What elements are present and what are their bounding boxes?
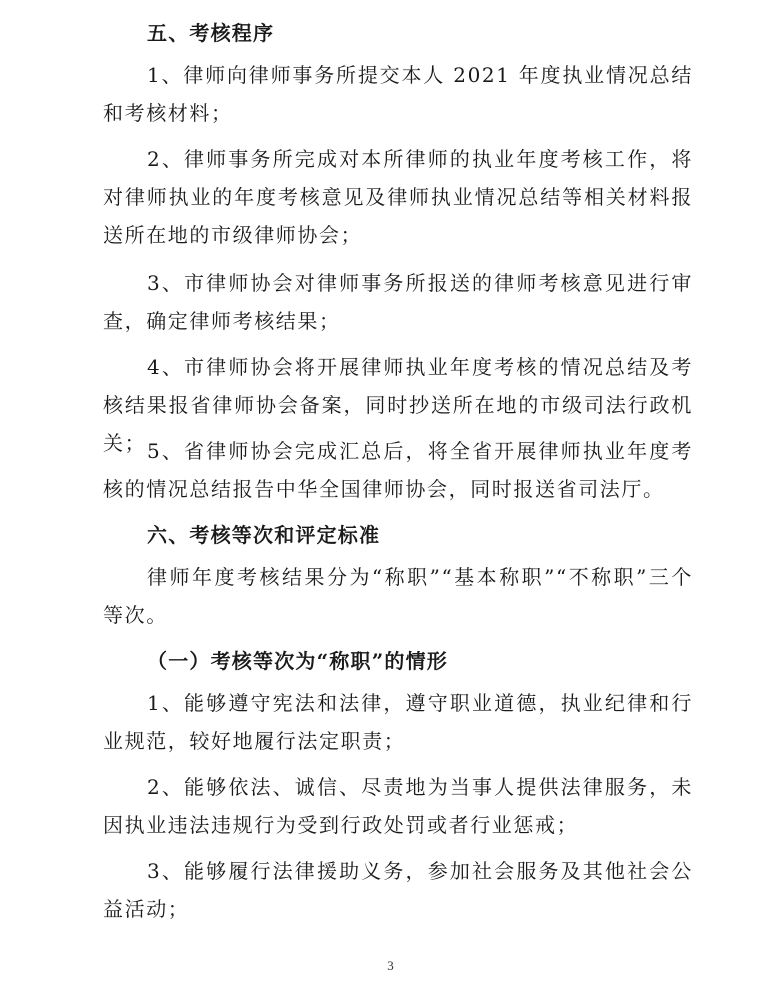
paragraph-competent-criterion-3: 3、能够履行法律援助义务，参加社会服务及其他社会公益活动； <box>103 859 693 921</box>
section-heading-grades: 六、考核等次和评定标准 <box>147 523 381 547</box>
subsection-heading-competent: （一）考核等次为“称职”的情形 <box>147 649 449 673</box>
section-heading-procedure: 五、考核程序 <box>147 21 275 45</box>
paragraph-competent-criterion-1: 1、能够遵守宪法和法律，遵守职业道德，执业纪律和行业规范，较好地履行法定职责； <box>103 691 693 753</box>
paragraph-procedure-step-2: 2、律师事务所完成对本所律师的执业年度考核工作，将对律师执业的年度考核意见及律师执业情况总结等相关材料报送所在地的市级律师协会； <box>103 147 693 247</box>
paragraph-competent-criterion-2: 2、能够依法、诚信、尽责地为当事人提供法律服务，未因执业违法违规行为受到行政处罚或者行业惩戒； <box>103 775 693 837</box>
paragraph-procedure-step-3: 3、市律师协会对律师事务所报送的律师考核意见进行审查，确定律师考核结果； <box>103 271 693 333</box>
paragraph-grades-intro: 律师年度考核结果分为“称职”“基本称职”“不称职”三个等次。 <box>103 565 693 627</box>
page-number: 3 <box>387 958 394 973</box>
paragraph-procedure-step-5: 5、省律师协会完成汇总后，将全省开展律师执业年度考核的情况总结报告中华全国律师协会，同时报送省司法厅。 <box>103 439 693 501</box>
paragraph-procedure-step-1: 1、律师向律师事务所提交本人 2021 年度执业情况总结和考核材料； <box>103 63 693 125</box>
paragraph-procedure-step-4: 4、市律师协会将开展律师执业年度考核的情况总结及考核结果报省律师协会备案，同时抄送所在地的市级司法行政机关； <box>103 355 693 455</box>
